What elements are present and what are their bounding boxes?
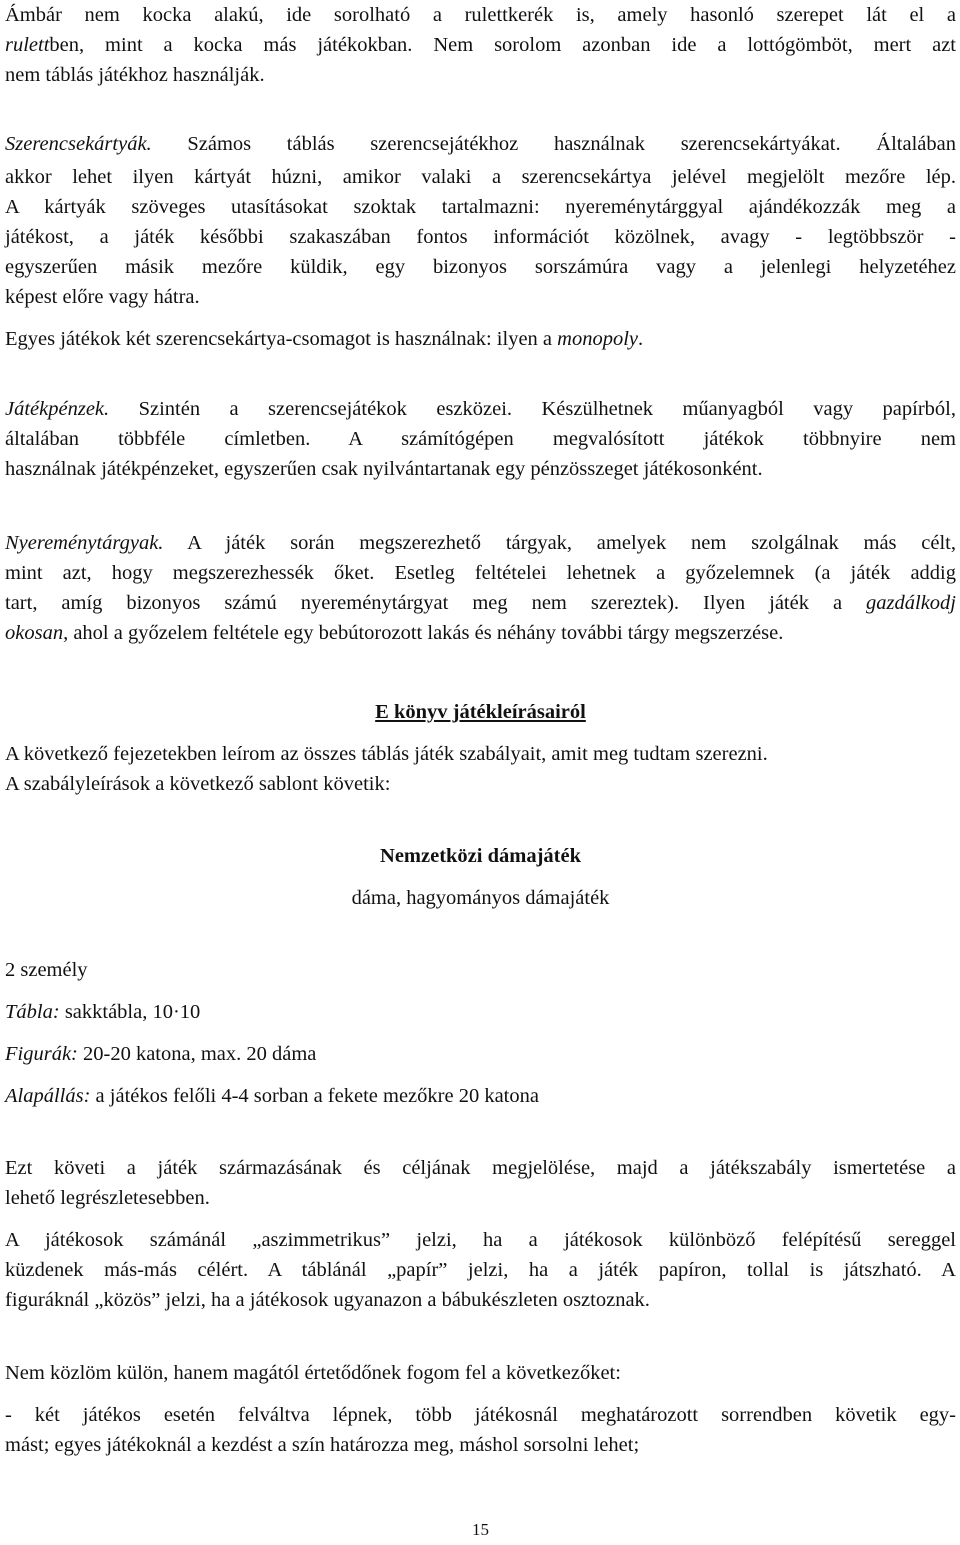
- board-value: sakktábla, 10·10: [59, 1001, 201, 1023]
- board-label: Tábla:: [5, 1001, 60, 1023]
- money-line2: általában többféle címletben. A számítógépen megvalósított játékok többnyire nem: [5, 428, 956, 450]
- prizes-line1-rest: A játék során megszerezhető tárgyak, amelyek nem szolgálnak más célt,: [163, 532, 956, 554]
- implicit-line2: - két játékos esetén felváltva lépnek, több játékosnál meghatározott sorrendben követik egy-: [5, 1404, 956, 1426]
- section-line2: A szabályleírások a következő sablont követik:: [5, 773, 391, 795]
- page-number: 15: [472, 1520, 489, 1539]
- money-line1-rest: Szintén a szerencsejátékok eszközei. Készülhetnek műanyagból vagy papírból,: [109, 398, 956, 420]
- monopoly-italic: monopoly: [557, 328, 639, 350]
- section-heading: E könyv játékleírásairól: [375, 701, 586, 723]
- para1-line2: [5, 30, 956, 60]
- template-title: Nemzetközi dámajáték: [380, 845, 581, 867]
- okosan-italic: okosan,: [5, 622, 69, 644]
- cards-line7: [5, 324, 956, 354]
- prizes-line2: mint azt, hogy megszerezhessék őket. Esetleg feltételei lehetnek a győzelemnek (a játék addig: [5, 562, 956, 584]
- template-subtitle: dáma, hagyományos dámajáték: [351, 887, 610, 909]
- cards-line2: akkor lehet ilyen kártyát húzni, amikor valaki a szerencsekártya jelével megjelölt mezőre lép.: [5, 166, 956, 188]
- cards-line4: játékost, a játék későbbi szakaszában fontos információt közölnek, avagy - legtöbbször -: [5, 226, 956, 248]
- cards-line6: képest előre vagy hátra.: [5, 286, 200, 308]
- pieces-label: Figurák:: [5, 1043, 78, 1065]
- cards-line7-start: Egyes játékok két szerencsekártya-csomagot is használnak: ilyen a: [5, 328, 558, 350]
- explain-line1: Ezt követi a játék származásának és céljának megjelölése, majd a játékszabály ismertetése a: [5, 1157, 956, 1179]
- pieces-value: 20-20 katona, max. 20 dáma: [77, 1043, 317, 1065]
- prizes-line4-rest: ahol a győzelem feltétele egy bebútorozott lakás és néhány további tárgy megszerzése.: [68, 622, 784, 644]
- template-setup: [5, 1081, 956, 1111]
- cards-line1: [5, 129, 956, 159]
- para1-line2-rest: ben, mint a kocka más játékokban. Nem sorolom azonban ide a lottógömböt, mert azt: [49, 34, 956, 56]
- prizes-line1: [5, 528, 956, 558]
- money-line3: használnak játékpénzeket, egyszerűen csak nyilvántartanak egy pénzösszeget játékosonként.: [5, 458, 763, 480]
- setup-label: Alapállás:: [5, 1085, 91, 1107]
- prizes-line3: [5, 588, 956, 618]
- notes-line2: küzdenek más-más célért. A táblánál „papír” jelzi, ha a játék papíron, tollal is játszható. A: [5, 1259, 956, 1281]
- money-line1: [5, 394, 956, 424]
- implicit-line1: Nem közlöm külön, hanem magától értetődőnek fogom fel a következőket:: [5, 1362, 621, 1384]
- explain-line2: lehető legrészletesebben.: [5, 1187, 210, 1209]
- para1-line1: Ámbár nem kocka alakú, ide sorolható a rulettkerék is, amely hasonló szerepet lát el a: [5, 4, 956, 26]
- template-pieces: [5, 1039, 956, 1069]
- notes-line3: figuráknál „közös” jelzi, ha a játékosok ugyanazon a bábukészleten osztoznak.: [5, 1289, 650, 1311]
- para1-line3: nem táblás játékhoz használják.: [5, 64, 265, 86]
- cards-line7-end: .: [638, 328, 644, 350]
- notes-line1: A játékosok számánál „aszimmetrikus” jelzi, ha a játékosok különböző felépítésű sereggel: [5, 1229, 956, 1251]
- prizes-term: Nyereménytárgyak.: [5, 532, 164, 554]
- setup-value: a játékos felőli 4-4 sorban a fekete mezőkre 20 katona: [90, 1085, 539, 1107]
- template-board: [5, 997, 956, 1027]
- cards-term: Szerencsekártyák.: [5, 133, 152, 155]
- rulett-italic: rulett: [5, 34, 50, 56]
- prizes-line4: [5, 618, 956, 648]
- cards-line1-rest: Számos táblás szerencsejátékhoz használnak szerencsekártyákat. Általában: [151, 133, 956, 155]
- cards-line5: egyszerűen másik mezőre küldik, egy bizonyos sorszámúra vagy a jelenlegi helyzetéhez: [5, 256, 956, 278]
- section-line1: A következő fejezetekben leírom az összes táblás játék szabályait, amit meg tudtam szerezni.: [5, 743, 768, 765]
- cards-line3: A kártyák szöveges utasításokat szoktak tartalmazni: nyereménytárggyal ajándékozzák meg a: [5, 196, 956, 218]
- implicit-line3: mást; egyes játékoknál a kezdést a szín határozza meg, máshol sorsolni lehet;: [5, 1434, 640, 1456]
- template-players: 2 személy: [5, 959, 88, 981]
- gazdalkodj-italic: gazdálkodj: [866, 592, 956, 614]
- prizes-line3-start: tart, amíg bizonyos számú nyereménytárgyat meg nem szereztek). Ilyen játék a: [5, 592, 867, 614]
- money-term: Játékpénzek.: [5, 398, 110, 420]
